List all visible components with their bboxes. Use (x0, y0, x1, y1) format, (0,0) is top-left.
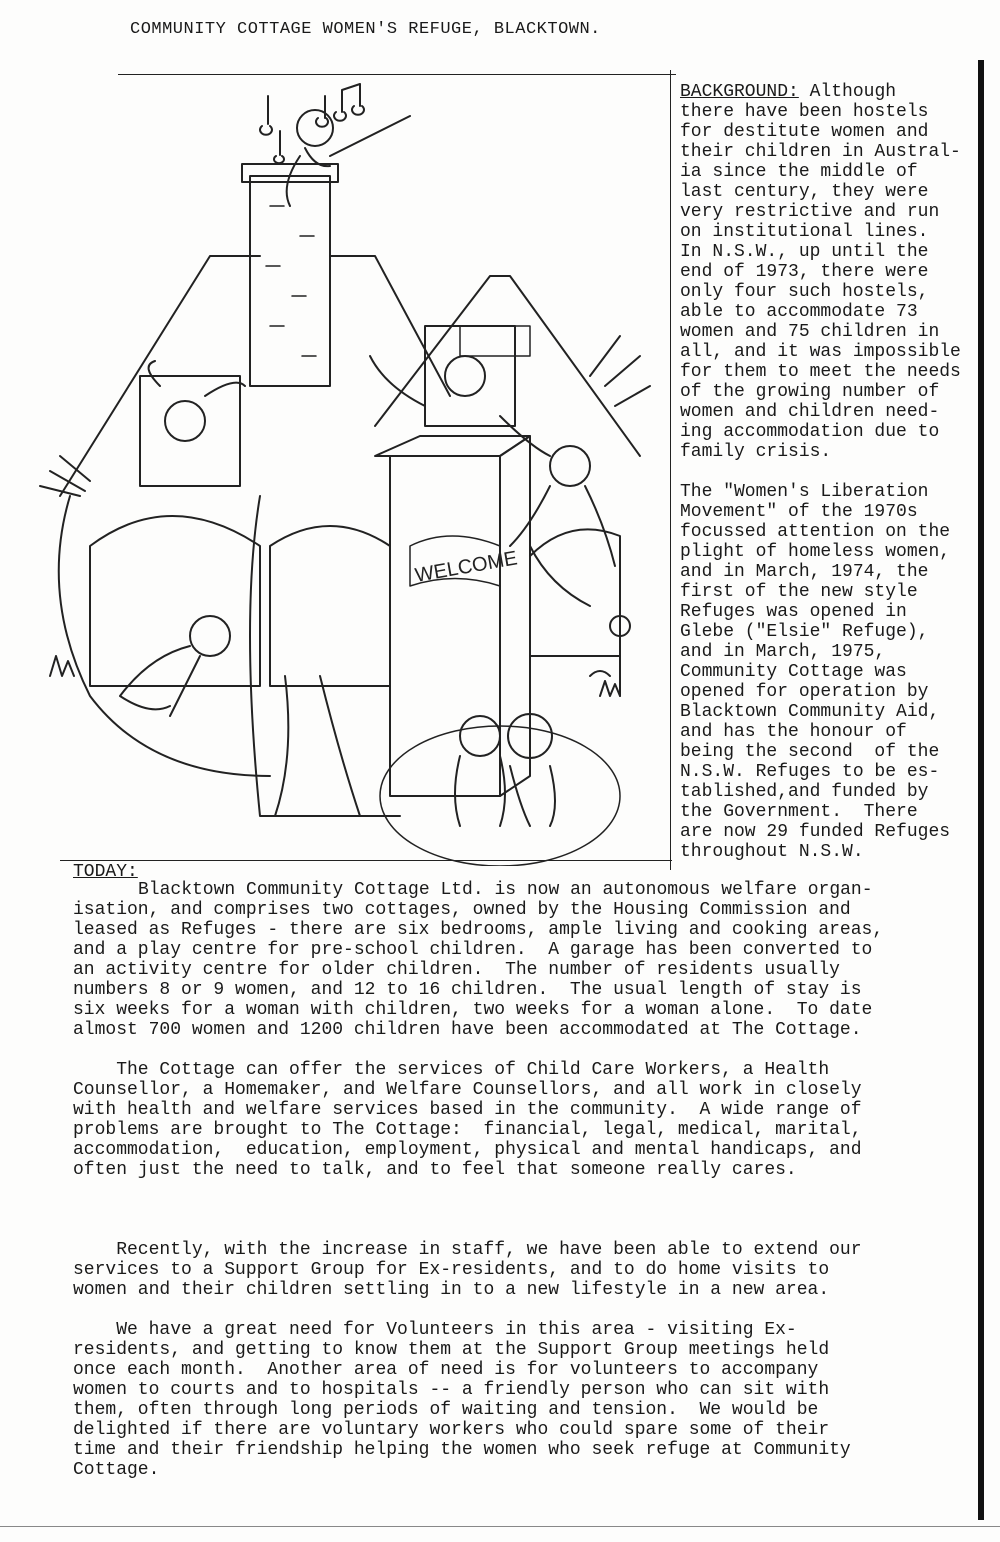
background-line: Movement" of the 1970s (680, 502, 918, 522)
background-line: all, and it was impossible (680, 342, 961, 362)
background-line: plight of homeless women, (680, 542, 951, 562)
background-line: ing accommodation due to (680, 422, 940, 442)
background-line: ia since the middle of (680, 162, 918, 182)
background-line: the Government. There (680, 802, 918, 822)
background-line: there have been hostels (680, 102, 929, 122)
text-line: residents, and getting to know them at the Support Group meetings held (73, 1340, 830, 1360)
left-roof (60, 256, 450, 496)
background-line: Refuges was opened in (680, 602, 907, 622)
welcome-porch (390, 456, 500, 796)
background-line: women and children need- (680, 402, 940, 422)
text-line: women to courts and to hospitals -- a friendly person who can sit with (73, 1380, 830, 1400)
text-line: isation, and comprises two cottages, owned by the Housing Commission and (73, 900, 851, 920)
text-line: Recently, with the increase in staff, we have been able to extend our (73, 1240, 862, 1260)
today-paragraph-3 (73, 1240, 862, 1300)
background-line: able to accommodate 73 (680, 302, 918, 322)
background-line: last century, they were (680, 182, 929, 202)
background-line: and in March, 1974, the (680, 562, 929, 582)
background-line: end of 1973, there were (680, 262, 929, 282)
music-notes (260, 84, 364, 163)
center-arch (270, 526, 390, 686)
text-line: often just the need to talk, and to feel that someone really cares. (73, 1160, 797, 1180)
text-line: with health and welfare services based in the community. A wide range of (73, 1100, 862, 1120)
background-first-line-text: Although (798, 82, 897, 102)
background-line: N.S.W. Refuges to be es- (680, 762, 940, 782)
background-line: opened for operation by (680, 682, 929, 702)
background-heading: BACKGROUND: (680, 82, 799, 102)
background-line: tablished,and funded by (680, 782, 929, 802)
text-line: accommodation, education, employment, physical and mental handicaps, and (73, 1140, 862, 1160)
right-roof (375, 276, 640, 456)
background-line: first of the new style (680, 582, 918, 602)
person-on-chimney (297, 110, 333, 146)
bottom-rule (0, 1526, 1000, 1527)
background-line (680, 462, 961, 482)
child-legs (275, 676, 360, 816)
background-line: focussed attention on the (680, 522, 951, 542)
background-line: family crisis. (680, 442, 832, 462)
today-paragraph-2 (73, 1060, 862, 1180)
column-divider (670, 70, 671, 870)
girl-figure (550, 446, 590, 486)
background-line: for destitute women and (680, 122, 929, 142)
welcome-sign: WELCOME (413, 547, 520, 587)
text-line: time and their friendship helping the women who seek refuge at Community (73, 1440, 851, 1460)
text-line: The Cottage can offer the services of Child Care Workers, a Health (73, 1060, 830, 1080)
today-paragraph-1 (73, 880, 883, 1040)
text-line: them, often through long periods of waiting and tension. We would be (73, 1400, 819, 1420)
background-line: for them to meet the needs (680, 362, 961, 382)
background-line: and has the honour of (680, 722, 907, 742)
text-line: delighted if there are voluntary workers who could spare some of their (73, 1420, 830, 1440)
text-line: leased as Refuges - there are six bedrooms, ample living and cooking areas, (73, 920, 884, 940)
text-line: once each month. Another area of need is for volunteers to accompany (73, 1360, 819, 1380)
background-line: throughout N.S.W. (680, 842, 864, 862)
text-line: services to a Support Group for Ex-residents, and to do home visits to (73, 1260, 830, 1280)
today-heading: TODAY: (73, 862, 138, 882)
text-line: six weeks for a woman with children, two weeks for a woman alone. To date (73, 1000, 873, 1020)
chimney (250, 176, 330, 386)
background-line: women and 75 children in (680, 322, 940, 342)
background-first-line (680, 82, 961, 102)
background-line: being the second of the (680, 742, 940, 762)
background-line: and in March, 1975, (680, 642, 886, 662)
page-edge-shadow (978, 60, 984, 1520)
text-line: We have a great need for Volunteers in this area - visiting Ex- (73, 1320, 797, 1340)
text-line: Cottage. (73, 1460, 160, 1480)
background-line: only four such hostels, (680, 282, 929, 302)
background-line: are now 29 funded Refuges (680, 822, 951, 842)
background-line: Blacktown Community Aid, (680, 702, 940, 722)
text-line: Counsellor, a Homemaker, and Welfare Counsellors, and all work in closely (73, 1080, 862, 1100)
background-line: their children in Austral- (680, 142, 961, 162)
text-line: women and their children settling in to a new lifestyle in a new area. (73, 1280, 830, 1300)
text-line: problems are brought to The Cottage: financial, legal, medical, marital, (73, 1120, 862, 1140)
crawling-child (190, 616, 230, 656)
text-line: an activity centre for older children. The number of residents usually (73, 960, 840, 980)
background-line: very restrictive and run (680, 202, 940, 222)
sitting-child-1 (460, 716, 500, 756)
text-line: numbers 8 or 9 women, and 12 to 16 children. The usual length of stay is (73, 980, 862, 1000)
left-window (140, 376, 240, 486)
text-line: Blacktown Community Cottage Ltd. is now an autonomous welfare organ- (138, 880, 873, 900)
background-line: on institutional lines. (680, 222, 929, 242)
background-line: Community Cottage was (680, 662, 907, 682)
text-line: almost 700 women and 1200 children have been accommodated at The Cottage. (73, 1020, 862, 1040)
text-line: and a play centre for pre-school children. A garage has been converted to (73, 940, 873, 960)
background-line: In N.S.W., up until the (680, 242, 929, 262)
background-section (680, 82, 961, 862)
left-arch (90, 516, 260, 686)
cottage-illustration (30, 76, 670, 866)
background-line: Glebe ("Elsie" Refuge), (680, 622, 929, 642)
top-rule (118, 74, 676, 75)
today-paragraph-4 (73, 1320, 851, 1480)
page-title: COMMUNITY COTTAGE WOMEN'S REFUGE, BLACKTOWN. (130, 20, 601, 39)
background-line: The "Women's Liberation (680, 482, 929, 502)
background-line: of the growing number of (680, 382, 940, 402)
